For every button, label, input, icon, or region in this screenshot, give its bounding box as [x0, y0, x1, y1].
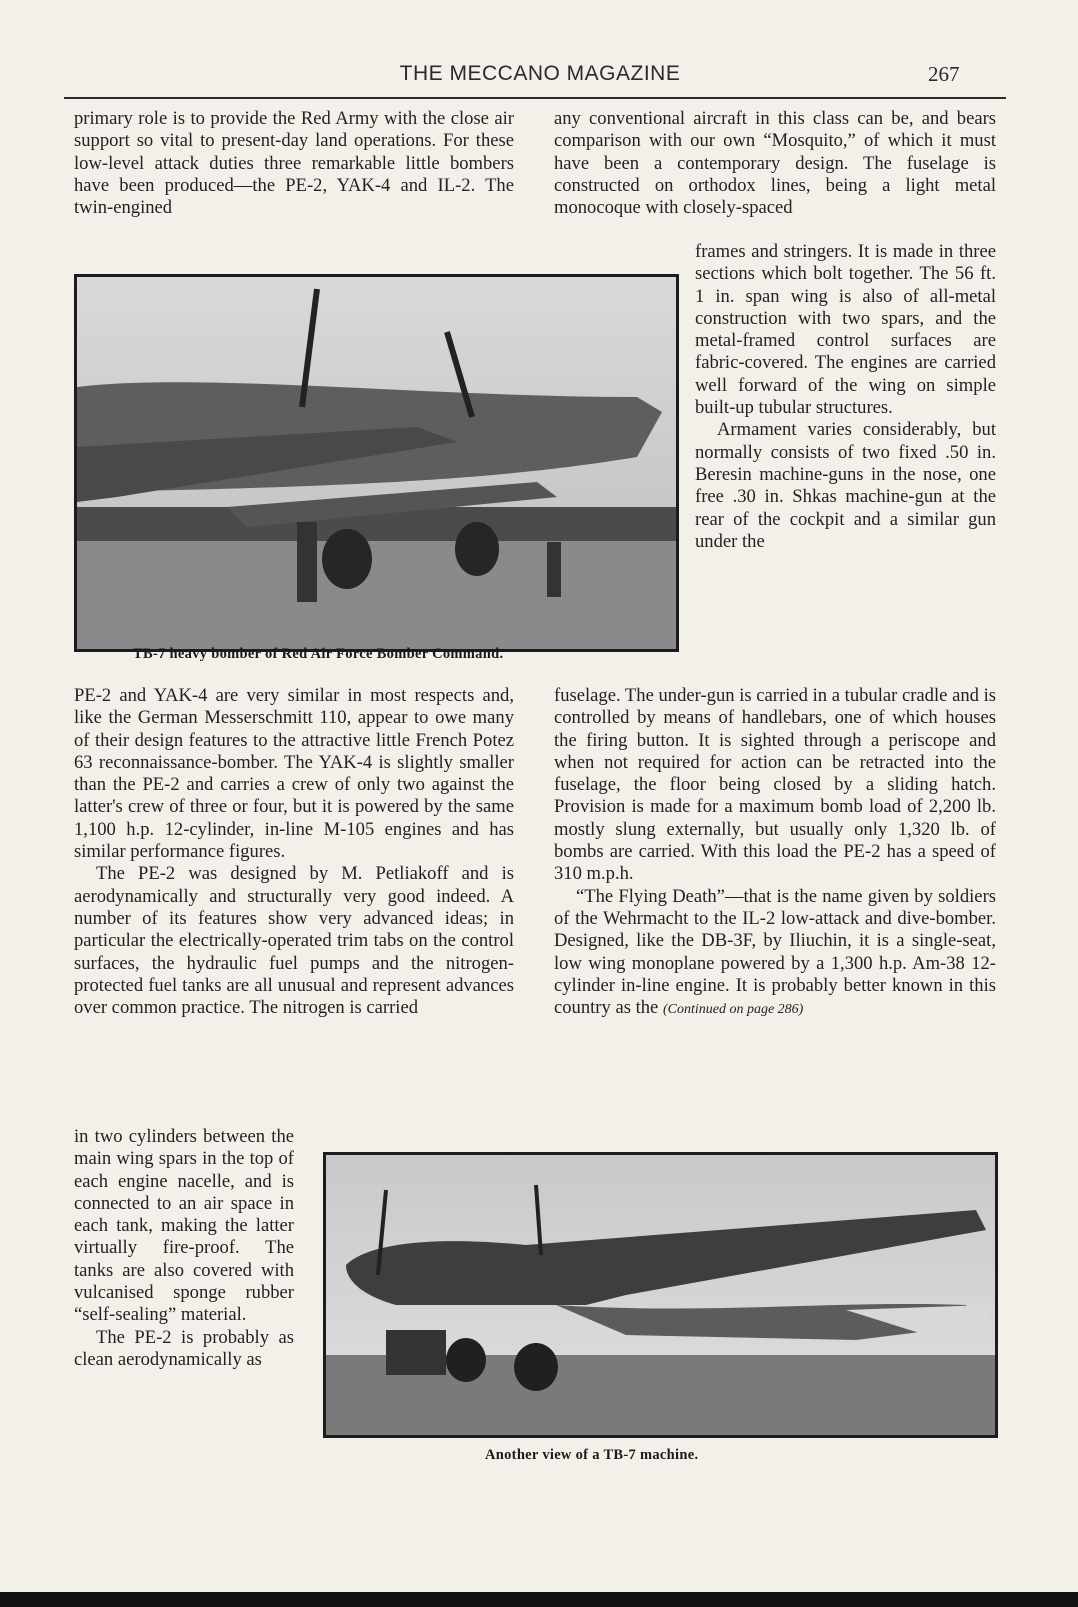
paragraph: The PE-2 is probably as clean aerodynamically as: [74, 1326, 294, 1370]
paragraph: frames and stringers. It is made in three sections which bolt together. The 56 ft. 1 in. span wing is also of all-metal construction with two spars, and the metal-framed control surfaces are fabric-covered. The engines are carried well forward of the wing on simple built-up tubular structures.: [695, 241, 996, 419]
right-column-middle: [554, 685, 996, 1021]
paragraph-text: “The Flying Death”—that is the name given by soldiers of the Wehrmacht to the IL-2 low-attack and dive-bomber. Designed, like the DB-3F, by Iliuchin, it is a single-seat, low wing monoplane powered by a 1,300 h.p. Am-38 12-cylinder in-line engine. It is probably better known in this country as the: [554, 885, 996, 1019]
paragraph: PE-2 and YAK-4 are very similar in most respects and, like the German Messerschmitt 110, appear to owe many of their design features to the attractive little French Potez 63 reconnaissance-bomber. The YAK-4 is slightly smaller than the PE-2 and carries a crew of only two against the latter's crew of three or four, but it is powered by the same 1,100 h.p. 12-cylinder, in-line M-105 engines and has similar performance figures.: [74, 685, 514, 863]
paragraph: primary role is to provide the Red Army with the close air support so vital to present-day land operations. For these low-level attack duties three remarkable little bombers have been produced—the PE-2, YAK-4 and IL-2. The twin-engined: [74, 108, 514, 219]
tb7-aircraft-illustration: [77, 277, 676, 649]
tb7-photo-top: [74, 274, 679, 652]
left-column-intro: [74, 108, 514, 219]
page-number: 267: [928, 62, 960, 86]
tb7-aircraft-illustration: [326, 1155, 995, 1435]
continued-note: (Continued on page 286): [662, 1002, 804, 1018]
tb7-photo-bottom: [323, 1152, 998, 1438]
paragraph: any conventional aircraft in this class can be, and bears comparison with our own “Mosquito,” of which it must have been a contemporary design. The fuselage is constructed on orthodox lines, being a light metal monocoque with closely-spaced: [554, 108, 996, 219]
paragraph: Armament varies considerably, but normally consists of two fixed .50 in. Beresin machine-guns in the nose, one free .30 in. Shkas machine-gun at the rear of the cockpit and a similar gun under the: [695, 419, 996, 552]
right-column-intro: [554, 108, 996, 219]
magazine-title: THE MECCANO MAGAZINE: [399, 62, 681, 85]
photo-caption-top: TB-7 heavy bomber of Red Air Force Bomber Command.: [133, 646, 504, 662]
photo-caption-bottom: Another view of a TB-7 machine.: [485, 1447, 699, 1463]
right-column-narrow: [695, 241, 996, 553]
left-column-narrow: [74, 1126, 294, 1371]
header-rule: [64, 97, 1006, 99]
paragraph: The PE-2 was designed by M. Petliakoff and is aerodynamically and structurally very good indeed. A number of its features show very advanced ideas; in particular the electrically-operated trim tabs on the control surfaces, the hydraulic fuel pumps and the nitrogen-protected fuel tanks are all unusual and represent advances over common practice. The nitrogen is carried: [74, 863, 514, 1019]
paragraph: fuselage. The under-gun is carried in a tubular cradle and is controlled by means of handlebars, one of which houses the firing button. It is sighted through a periscope and when not required for action can be retracted into the fuselage, the floor being closed by a sliding hatch. Provision is made for a maximum bomb load of 2,200 lb. mostly slung externally, but usually only 1,320 lb. of bombs are carried. With this load the PE-2 has a speed of 310 m.p.h.: [554, 685, 996, 885]
left-column-middle: [74, 685, 514, 1019]
page-bottom-edge: [0, 1592, 1078, 1607]
paragraph: in two cylinders between the main wing spars in the top of each engine nacelle, and is connected to an air space in each tank, making the latter virtually fire-proof. The tanks are also covered with vulcanised sponge rubber “self-sealing” material.: [74, 1126, 294, 1326]
paragraph: [554, 886, 996, 1022]
